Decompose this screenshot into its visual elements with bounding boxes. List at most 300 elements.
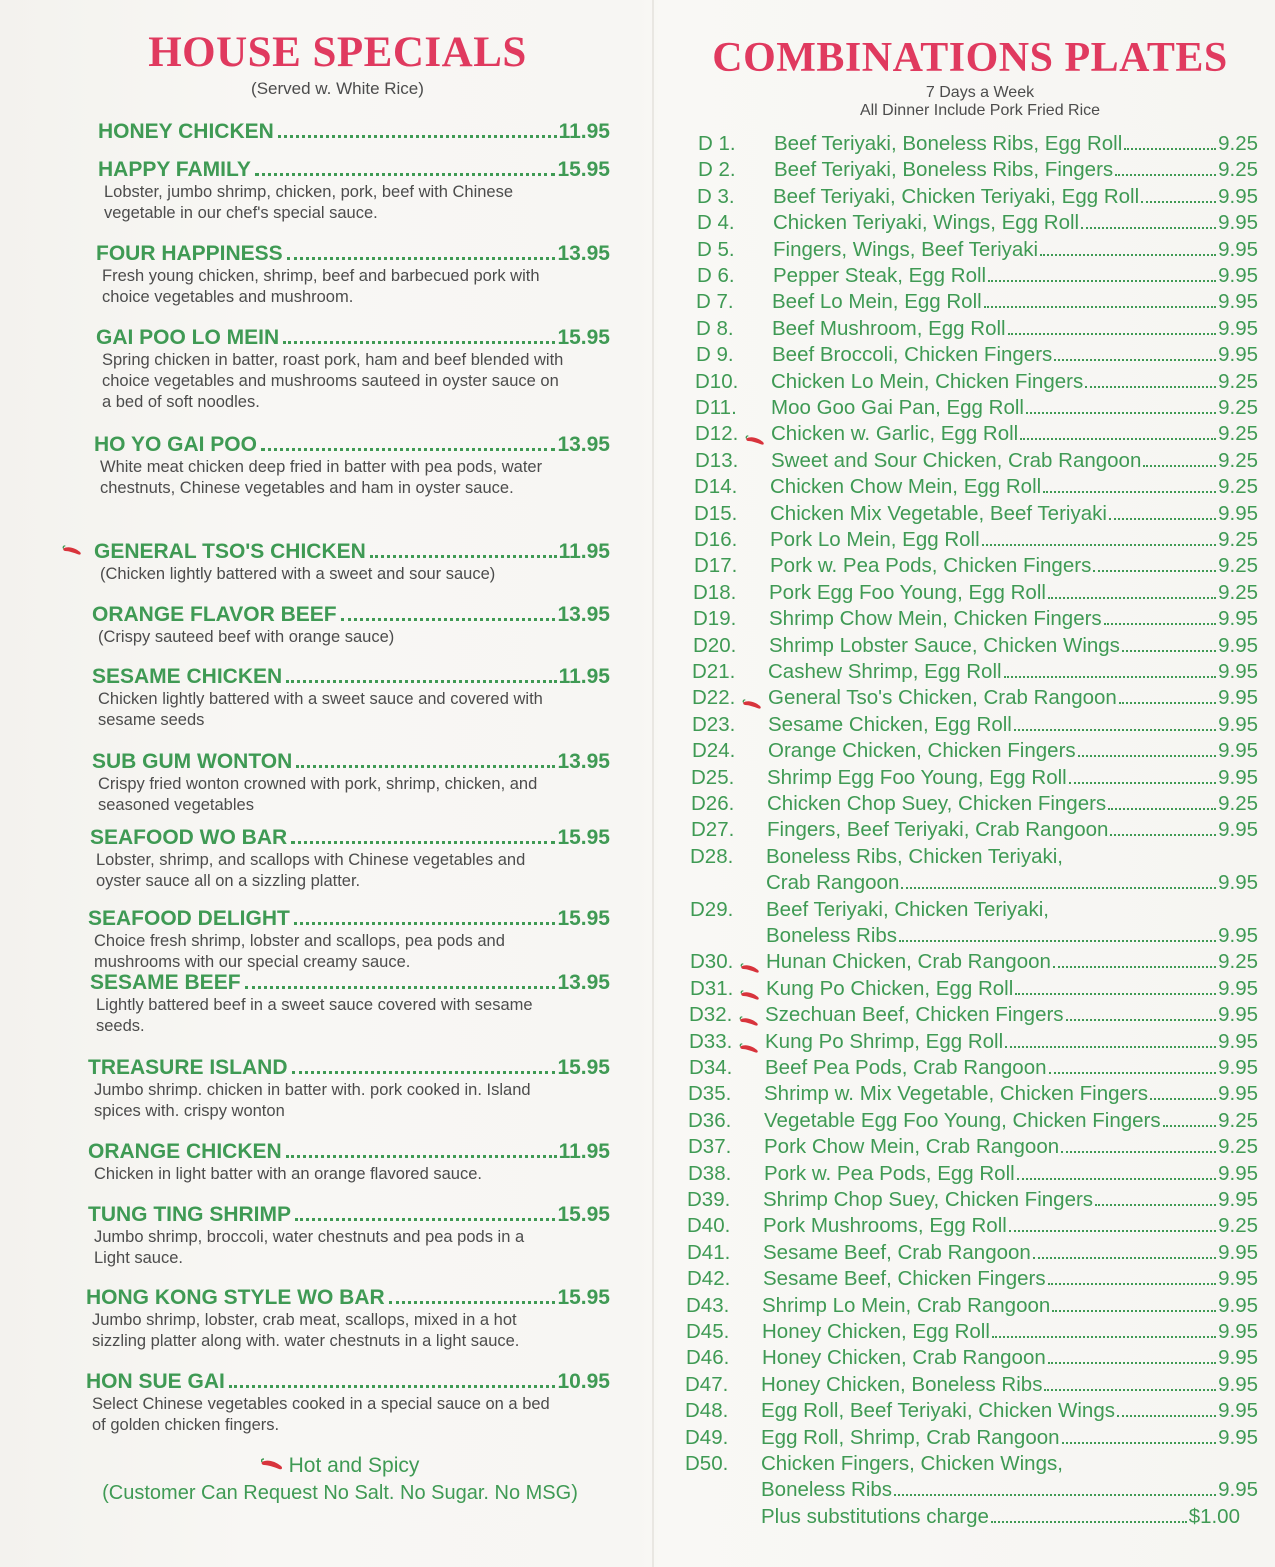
special-item-price: 15.95: [557, 1203, 610, 1226]
dot-leader: [1048, 1362, 1216, 1364]
dot-leader: [1143, 465, 1216, 467]
combo-price: 9.25: [1218, 950, 1258, 973]
special-item: [90, 971, 610, 1037]
special-item-description: Chicken lightly battered with a sweet sauce and covered with sesame seeds: [98, 690, 543, 729]
combo-code: D29.: [690, 898, 734, 921]
dot-leader: [286, 680, 556, 683]
dot-leader: [278, 135, 557, 138]
special-item-description: White meat chicken deep fried in batter with pea pods, water chestnuts, Chinese vegetables and ham in oyster sauce.: [100, 458, 543, 497]
combo-code: D19.: [693, 607, 737, 630]
special-item-description: (Crispy sauteed beef with orange sauce): [98, 628, 395, 646]
special-item-price: 15.95: [557, 1056, 610, 1079]
combo-price: 9.25: [1218, 158, 1258, 181]
combo-name: Sesame Beef, Crab Rangoon: [763, 1241, 1031, 1264]
special-item-header: [88, 1056, 610, 1080]
combo-line: [762, 1320, 1258, 1344]
combinations-title: COMBINATIONS PLATES: [712, 35, 1228, 81]
special-item-description: Lobster, shrimp, and scallops with Chinese vegetables and oyster sauce all on a sizzling platter.: [96, 851, 526, 890]
combo-code: D31.: [690, 977, 734, 1000]
combo-code: D27.: [691, 818, 735, 841]
special-item-name: FOUR HAPPINESS: [96, 242, 283, 265]
special-item-price: 13.95: [557, 971, 610, 994]
combo-price: 9.25: [1218, 475, 1258, 498]
special-item-name: GAI POO LO MEIN: [96, 326, 280, 349]
special-item: [88, 1203, 610, 1269]
dot-leader: [292, 1071, 556, 1074]
combo-line: [770, 475, 1258, 499]
dot-leader: [899, 940, 1216, 942]
dot-leader: [1069, 782, 1216, 784]
combo-line: [771, 449, 1258, 473]
legend-label: Hot and Spicy: [288, 1454, 420, 1477]
combo-code: D 4.: [697, 211, 735, 234]
combo-line: [771, 370, 1258, 394]
special-item-price: 15.95: [557, 1286, 610, 1309]
dot-leader: [255, 173, 556, 176]
combo-name: Chicken w. Garlic, Egg Roll: [771, 422, 1019, 445]
combo-name: Chicken Lo Mein, Chicken Fingers: [771, 370, 1084, 393]
combo-code: D47.: [685, 1373, 729, 1396]
combo-code: D30.: [690, 950, 734, 973]
combo-line: [762, 1294, 1258, 1318]
special-item-header: [92, 603, 610, 627]
combo-price: 9.95: [1218, 1478, 1258, 1501]
combo-line: [771, 422, 1258, 446]
combo-code: D22.: [692, 686, 736, 709]
substitution-price: $1.00: [1188, 1505, 1240, 1528]
dot-leader: [245, 986, 556, 989]
combo-code: D35.: [688, 1082, 732, 1105]
combo-line: [761, 1452, 1258, 1476]
dot-leader: [341, 618, 556, 621]
special-item-description: Crispy fried wonton crowned with pork, shrimp, chicken, and seasoned vegetables: [98, 775, 538, 814]
dot-leader: [1117, 1415, 1216, 1417]
special-item-header: [88, 1140, 610, 1164]
special-item-name: SESAME CHICKEN: [92, 665, 283, 688]
combo-name: Beef Pea Pods, Crab Rangoon: [765, 1056, 1047, 1079]
special-item-price: 15.95: [557, 826, 610, 849]
special-item-price: 15.95: [557, 907, 610, 930]
combo-code: D50.: [685, 1452, 729, 1475]
dot-leader: [1108, 808, 1216, 810]
combo-code: D34.: [689, 1056, 733, 1079]
combo-price: 9.95: [1218, 1399, 1258, 1422]
house-specials-section: [60, 28, 620, 1504]
combo-price: 9.95: [1218, 871, 1258, 894]
dot-leader: [1110, 834, 1216, 836]
special-item: [90, 826, 610, 892]
dot-leader: [1052, 1310, 1216, 1312]
combinations-section: [680, 34, 1260, 1528]
combo-price: 9.95: [1218, 818, 1258, 841]
combo-name: Vegetable Egg Foo Young, Chicken Fingers: [764, 1109, 1161, 1132]
combo-line: [772, 317, 1258, 341]
combo-price: 9.25: [1218, 528, 1258, 551]
combo-price: 9.25: [1218, 422, 1258, 445]
dot-leader: [894, 1494, 1216, 1496]
combo-price: 9.25: [1218, 1214, 1258, 1237]
dietary-note: (Customer Can Request No Salt. No Sugar. No MSG): [102, 1482, 578, 1504]
combo-line: [769, 634, 1258, 658]
special-item-header: [96, 242, 610, 266]
combo-price: 9.95: [1218, 924, 1258, 947]
substitution-line: [761, 1505, 1240, 1529]
pepper-icon: [261, 1454, 285, 1478]
combo-code: D26.: [691, 792, 735, 815]
special-item-price: 15.95: [557, 158, 610, 181]
special-item-name: ORANGE CHICKEN: [88, 1140, 282, 1163]
special-item: [92, 665, 610, 731]
special-item: [94, 433, 610, 499]
combo-price: 9.95: [1218, 660, 1258, 683]
combo-price: 9.95: [1218, 607, 1258, 630]
dot-leader: [1014, 729, 1216, 731]
combo-line: [761, 1399, 1258, 1423]
special-item-name: HONEY CHICKEN: [98, 120, 274, 143]
combo-line: [768, 713, 1258, 737]
combo-line: [770, 554, 1258, 578]
combo-price: 9.25: [1218, 1109, 1258, 1132]
combo-price: 9.95: [1218, 290, 1258, 313]
special-item-name: GENERAL TSO'S CHICKEN: [94, 540, 366, 563]
combo-code: D49.: [685, 1426, 729, 1449]
combo-price: 9.95: [1218, 977, 1258, 1000]
combo-name: Chicken Mix Vegetable, Beef Teriyaki: [770, 502, 1107, 525]
special-item-header: [92, 665, 610, 689]
special-item-name: HON SUE GAI: [86, 1370, 225, 1393]
dot-leader: [286, 1155, 557, 1158]
combo-price: 9.95: [1218, 211, 1258, 234]
combo-name: Beef Teriyaki, Chicken Teriyaki, Egg Roll: [773, 185, 1140, 208]
special-item-header: [98, 158, 610, 182]
combo-code: D 1.: [698, 132, 736, 155]
combo-name: Pork Chow Mein, Crab Rangoon: [764, 1135, 1060, 1158]
special-item-description: Lobster, jumbo shrimp, chicken, pork, beef with Chinese vegetable in our chef's special sauce.: [104, 183, 514, 222]
combo-line: [763, 1267, 1258, 1291]
combo-line: [764, 1162, 1258, 1186]
combinations-subtitle-days: 7 Days a Week: [925, 84, 1035, 101]
combo-name: Chicken Fingers, Chicken Wings,: [761, 1452, 1063, 1475]
dot-leader: [1115, 174, 1216, 176]
special-item-header: [94, 433, 610, 457]
combo-code: D17.: [694, 554, 738, 577]
dot-leader: [992, 1336, 1216, 1338]
combo-code: D43.: [686, 1294, 730, 1317]
combo-line: [763, 1188, 1258, 1212]
combo-name: Cashew Shrimp, Egg Roll: [768, 660, 1002, 683]
combo-price: 9.95: [1218, 238, 1258, 261]
combo-price: 9.95: [1218, 1267, 1258, 1290]
combo-line: [764, 1135, 1258, 1159]
combo-price: 9.95: [1218, 1030, 1258, 1053]
pepper-icon: [62, 545, 84, 557]
combo-name: Kung Po Shrimp, Egg Roll: [765, 1030, 1004, 1053]
combo-line: [770, 528, 1258, 552]
special-item-header: [92, 750, 610, 774]
combo-code: D 3.: [697, 185, 735, 208]
combo-price: 9.25: [1218, 554, 1258, 577]
combo-code: D 6.: [697, 264, 735, 287]
combo-line: [768, 686, 1258, 710]
special-item-description: Lightly battered beef in a sweet sauce covered with sesame seeds.: [96, 996, 533, 1035]
special-item-price: 13.95: [557, 603, 610, 626]
combo-name: Shrimp w. Mix Vegetable, Chicken Fingers: [764, 1082, 1148, 1105]
dot-leader: [1095, 1204, 1216, 1206]
special-item-description: (Chicken lightly battered with a sweet and sour sauce): [100, 565, 496, 583]
special-item-name: SEAFOOD DELIGHT: [88, 907, 290, 930]
combo-name: Beef Lo Mein, Egg Roll: [772, 290, 982, 313]
combo-line: [772, 290, 1258, 314]
special-item: [86, 1370, 610, 1436]
dot-leader: [291, 841, 555, 844]
dot-leader: [1009, 1230, 1216, 1232]
combo-price: 9.95: [1218, 1082, 1258, 1105]
combo-line: [766, 845, 1258, 869]
special-item: [98, 158, 610, 224]
combo-line: [773, 238, 1258, 262]
combo-name-cont: Boneless Ribs: [766, 924, 898, 947]
special-item-header: [90, 971, 610, 995]
combo-code: D20.: [693, 634, 737, 657]
special-item: [94, 540, 610, 585]
combo-name: Szechuan Beef, Chicken Fingers: [765, 1003, 1064, 1026]
dot-leader: [1004, 676, 1217, 678]
special-item-description: Fresh young chicken, shrimp, beef and barbecued pork with choice vegetables and mushroom.: [102, 267, 540, 306]
combo-name: Fingers, Wings, Beef Teriyaki: [773, 238, 1039, 261]
dot-leader: [1026, 412, 1216, 414]
combo-price: 9.25: [1218, 132, 1258, 155]
dot-leader: [988, 280, 1216, 282]
combo-name: Honey Chicken, Boneless Ribs: [761, 1373, 1043, 1396]
dot-leader: [1044, 1389, 1216, 1391]
combo-line: [774, 132, 1258, 156]
combo-name: Beef Teriyaki, Chicken Teriyaki,: [766, 898, 1049, 921]
combo-name-cont: Crab Rangoon: [766, 871, 900, 894]
combo-code: D 8.: [696, 317, 734, 340]
special-item-name: HO YO GAI POO: [94, 433, 257, 456]
combo-name: Pork Mushrooms, Egg Roll: [763, 1214, 1007, 1237]
dot-leader: [287, 257, 556, 260]
dot-leader: [1008, 333, 1217, 335]
substitution-label: Plus substitutions charge: [761, 1505, 989, 1528]
combo-price: 9.25: [1218, 396, 1258, 419]
combo-name: Shrimp Chop Suey, Chicken Fingers: [763, 1188, 1094, 1211]
combo-code: D42.: [687, 1267, 731, 1290]
dot-leader: [229, 1385, 556, 1388]
combo-price: 9.95: [1218, 1056, 1258, 1079]
special-item-header: [98, 120, 610, 144]
dot-leader: [1124, 148, 1216, 150]
dot-leader: [283, 341, 555, 344]
combo-name: Honey Chicken, Crab Rangoon: [762, 1346, 1046, 1369]
combo-line: [764, 1109, 1258, 1133]
combo-code: D 9.: [696, 343, 734, 366]
combo-price: 9.95: [1218, 1241, 1258, 1264]
combo-name: Sweet and Sour Chicken, Crab Rangoon: [771, 449, 1142, 472]
combo-code: D14.: [694, 475, 738, 498]
special-item-name: HONG KONG STYLE WO BAR: [86, 1286, 385, 1309]
combo-code: D45.: [686, 1320, 730, 1343]
combo-name: Pork w. Pea Pods, Egg Roll: [764, 1162, 1015, 1185]
special-item-description: Jumbo shrimp. chicken in batter with. pork cooked in. Island spices with. crispy wonton: [94, 1081, 531, 1120]
special-item-name: TREASURE ISLAND: [88, 1056, 288, 1079]
dot-leader: [984, 306, 1216, 308]
combo-line: [767, 766, 1258, 790]
dot-leader: [1062, 1442, 1217, 1444]
combo-code: D32.: [689, 1003, 733, 1026]
combo-price: 9.95: [1218, 686, 1258, 709]
special-item-description: Chicken in light batter with an orange flavored sauce.: [94, 1165, 482, 1183]
special-item: [88, 1056, 610, 1122]
combo-name: Egg Roll, Shrimp, Crab Rangoon: [761, 1426, 1060, 1449]
special-item-header: [88, 907, 610, 931]
dot-leader: [1015, 993, 1216, 995]
special-item-price: 15.95: [557, 326, 610, 349]
combo-name: Shrimp Chow Mein, Chicken Fingers: [769, 607, 1102, 630]
combo-name: Hunan Chicken, Crab Rangoon: [766, 950, 1051, 973]
dot-leader: [295, 1218, 555, 1221]
dot-leader: [1048, 597, 1216, 599]
dot-leader: [1040, 254, 1216, 256]
combinations-subtitle-rice: All Dinner Include Pork Fried Rice: [859, 102, 1101, 119]
special-item-name: ORANGE FLAVOR BEEF: [92, 603, 337, 626]
dot-leader: [1017, 1178, 1216, 1180]
page-fold: [652, 0, 654, 1567]
combo-name: Moo Goo Gai Pan, Egg Roll: [771, 396, 1024, 419]
combo-price: 9.95: [1218, 1162, 1258, 1185]
combo-code: D12.: [695, 422, 739, 445]
dot-leader: [389, 1301, 556, 1304]
combo-line: [765, 1003, 1258, 1027]
dot-leader: [1109, 518, 1216, 520]
combo-name: Orange Chicken, Chicken Fingers: [768, 739, 1076, 762]
combo-line: [763, 1241, 1258, 1265]
combo-price: 9.95: [1218, 634, 1258, 657]
dot-leader: [1141, 201, 1216, 203]
combo-name: Pork Lo Mein, Egg Roll: [770, 528, 980, 551]
combo-name: General Tso's Chicken, Crab Rangoon: [768, 686, 1117, 709]
combo-price: 9.25: [1218, 1135, 1258, 1158]
combo-code: D10.: [695, 370, 739, 393]
dot-leader: [991, 1521, 1187, 1523]
combo-price: 9.95: [1218, 739, 1258, 762]
combo-line: [761, 1373, 1258, 1397]
combo-code: D 5.: [697, 238, 735, 261]
combo-name: Shrimp Lo Mein, Crab Rangoon: [762, 1294, 1051, 1317]
combo-code: D21.: [692, 660, 736, 683]
combo-line: [769, 607, 1258, 631]
combo-line: [766, 924, 1258, 948]
combo-line: [767, 818, 1258, 842]
dot-leader: [1081, 227, 1216, 229]
combo-name: Pork Egg Foo Young, Egg Roll: [769, 581, 1046, 604]
dot-leader: [294, 922, 556, 925]
dot-leader: [1043, 491, 1216, 493]
combo-name: Beef Teriyaki, Boneless Ribs, Fingers: [774, 158, 1114, 181]
dot-leader: [1033, 1257, 1216, 1259]
dot-leader: [1122, 650, 1216, 652]
combo-name: Fingers, Beef Teriyaki, Crab Rangoon: [767, 818, 1109, 841]
special-item-name: HAPPY FAMILY: [98, 158, 251, 181]
dot-leader: [982, 544, 1216, 546]
combo-price: 9.25: [1218, 370, 1258, 393]
combo-name: Chicken Teriyaki, Wings, Egg Roll: [773, 211, 1080, 234]
combo-line: [766, 977, 1258, 1001]
combo-line: [768, 739, 1258, 763]
combo-price: 9.95: [1218, 766, 1258, 789]
combo-line: [761, 1426, 1258, 1450]
combo-code: D38.: [688, 1162, 732, 1185]
house-specials-title: HOUSE SPECIALS: [148, 29, 527, 76]
combo-line: [761, 1478, 1258, 1502]
dot-leader: [1104, 623, 1216, 625]
combo-name: Kung Po Chicken, Egg Roll: [766, 977, 1014, 1000]
dot-leader: [1020, 438, 1216, 440]
special-item-header: [86, 1370, 610, 1394]
special-item: [86, 1286, 610, 1352]
special-item: [92, 750, 610, 816]
special-item: [92, 603, 610, 648]
combo-code: D28.: [690, 845, 734, 868]
combo-line: [770, 502, 1258, 526]
combo-name: Chicken Chow Mein, Egg Roll: [770, 475, 1042, 498]
dot-leader: [1163, 1125, 1216, 1127]
special-item: [96, 326, 610, 413]
combo-line: [766, 871, 1258, 895]
combo-name: Beef Broccoli, Chicken Fingers: [772, 343, 1053, 366]
combo-code: D15.: [694, 502, 738, 525]
dot-leader: [1078, 755, 1216, 757]
special-item-name: TUNG TING SHRIMP: [88, 1203, 291, 1226]
combo-name: Egg Roll, Beef Teriyaki, Chicken Wings: [761, 1399, 1115, 1422]
combo-price: 9.95: [1218, 343, 1258, 366]
house-specials-subtitle: (Served w. White Rice): [251, 79, 424, 98]
special-item-name: SUB GUM WONTON: [92, 750, 293, 773]
combo-code: D16.: [694, 528, 738, 551]
combo-line: [767, 792, 1258, 816]
special-item-price: 13.95: [557, 750, 610, 773]
combo-price: 9.25: [1218, 581, 1258, 604]
combo-line: [773, 264, 1258, 288]
special-item-header: [96, 326, 610, 350]
combo-name: Sesame Chicken, Egg Roll: [768, 713, 1012, 736]
special-item-name: SEAFOOD WO BAR: [90, 826, 288, 849]
dot-leader: [901, 887, 1216, 889]
special-item: [88, 907, 610, 973]
special-item-header: [88, 1203, 610, 1227]
combo-price: 9.95: [1218, 317, 1258, 340]
dot-leader: [1053, 966, 1216, 968]
combo-price: 9.95: [1218, 1426, 1258, 1449]
special-item-price: 11.95: [558, 540, 610, 563]
combo-code: D46.: [686, 1346, 730, 1369]
combo-name: Beef Mushroom, Egg Roll: [772, 317, 1006, 340]
special-item-price: 13.95: [557, 433, 610, 456]
dot-leader: [1085, 386, 1216, 388]
special-item-description: Choice fresh shrimp, lobster and scallops, pea pods and mushrooms with our special creamy sauce.: [94, 932, 505, 971]
combo-name: Pork w. Pea Pods, Chicken Fingers: [770, 554, 1092, 577]
special-item-price: 11.95: [558, 1140, 610, 1163]
combo-price: 9.95: [1218, 1373, 1258, 1396]
special-item: [88, 1140, 610, 1185]
combo-price: 9.25: [1218, 449, 1258, 472]
combo-line: [769, 581, 1258, 605]
combo-code: D33.: [689, 1030, 733, 1053]
dot-leader: [1054, 359, 1216, 361]
combo-line: [772, 343, 1258, 367]
combo-name: Boneless Ribs, Chicken Teriyaki,: [766, 845, 1063, 868]
combo-name: Chicken Chop Suey, Chicken Fingers: [767, 792, 1107, 815]
